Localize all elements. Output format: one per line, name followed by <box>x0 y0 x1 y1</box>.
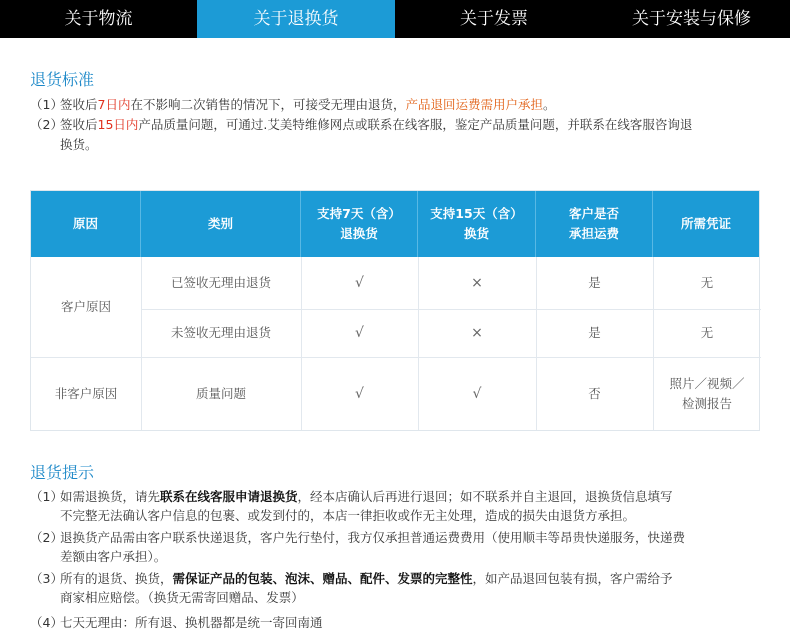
table-cell-category: 未签收无理由退货 <box>170 325 271 340</box>
header-reason <box>31 191 141 257</box>
item-text: 七天无理由：所有退、换机器都是统一寄回南通 <box>60 615 323 630</box>
table-header <box>31 191 759 257</box>
tip-item-1 <box>30 487 775 525</box>
return-tips-title: 退货提示 <box>30 463 95 482</box>
item-number: （4） <box>30 615 63 630</box>
item-text: ，经本店确认后再进行退回；如不联系并自主退回，退换货信息填写 <box>297 489 673 504</box>
tab-logistics[interactable]: 关于物流 <box>64 9 133 29</box>
table-cell-freight: 是 <box>588 325 601 340</box>
table-cell-freight: 否 <box>588 385 601 401</box>
table-cell-category: 已签收无理由退货 <box>170 275 271 290</box>
table-cell-proof <box>653 357 761 430</box>
return-standard-title: 退货标准 <box>30 70 95 89</box>
tip-item-2 <box>30 528 775 566</box>
header-label: 退换货 <box>340 226 378 241</box>
item-text: 。 <box>543 97 556 112</box>
proof-line: 照片／视频／ <box>669 375 745 391</box>
cross-mark: × <box>471 325 483 341</box>
item-text: 如需退换货，请先 <box>60 489 161 504</box>
header-label: 承担运费 <box>568 226 619 241</box>
table-cell-proof: 无 <box>700 325 714 340</box>
proof-line: 检测报告 <box>681 395 732 411</box>
check-mark: √ <box>355 275 364 291</box>
return-standard-item-2 <box>30 115 775 155</box>
check-mark: √ <box>472 385 482 402</box>
tab-invoice[interactable]: 关于发票 <box>460 9 528 29</box>
item-continuation: 换货。 <box>60 137 98 152</box>
item-text: 退换货产品需由客户联系快递退货，客户先行垫付，我方仅承担普通运费费用（使用顺丰等昂贵快递服务，快递费 <box>60 530 686 545</box>
item-text: 在不影响二次销售的情况下，可接受无理由退货， <box>130 97 406 112</box>
header-15day <box>418 191 536 257</box>
header-label: 类别 <box>207 216 233 231</box>
header-label: 所需凭证 <box>680 216 731 231</box>
bold-text: 联系在线客服申请退换货 <box>160 489 298 504</box>
return-tips-list <box>30 487 775 635</box>
tab-returns[interactable]: 关于退换货 <box>197 0 395 38</box>
highlight-period: 15日内 <box>97 117 139 132</box>
table-body <box>31 257 759 430</box>
header-label: 支持7天（含） <box>317 206 401 221</box>
check-mark: √ <box>355 325 364 341</box>
check-mark: √ <box>355 385 364 402</box>
item-text: ，如产品退回包装有损，客户需给予 <box>472 571 673 586</box>
header-label: 原因 <box>72 216 98 231</box>
highlight-period: 7日内 <box>97 97 131 112</box>
header-freight <box>536 191 653 257</box>
item-continuation: 商家相应赔偿。（换货无需寄回赠品、发票） <box>60 590 304 605</box>
item-number: （2） <box>30 530 63 545</box>
item-text: 产品质量问题，可通过.艾美特维修网点或联系在线客服，鉴定产品质量问题，并联系在线客服咨询退 <box>138 117 693 132</box>
return-policy-table <box>30 190 760 431</box>
table-cell-reason: 非客户原因 <box>54 385 118 401</box>
header-label: 客户是否 <box>568 206 619 221</box>
header-label: 换货 <box>463 226 489 241</box>
table-cell-freight: 是 <box>588 275 601 290</box>
item-text: 所有的退货、换货， <box>60 571 173 586</box>
top-tab-bar <box>0 0 790 38</box>
cross-mark: × <box>471 275 483 291</box>
tip-item-3 <box>30 569 775 607</box>
item-number: （3） <box>30 571 63 586</box>
item-text: 签收后 <box>60 97 98 112</box>
item-text: 签收后 <box>60 117 98 132</box>
header-proof <box>653 191 759 257</box>
item-continuation: 不完整无法确认客户信息的包裹、或发到付的，本店一律拒收或作无主处理，造成的损失由退货方承担。 <box>60 508 636 523</box>
table-cell-reason: 客户原因 <box>60 299 111 314</box>
item-number: （2） <box>30 117 63 132</box>
item-number: （1） <box>30 489 63 504</box>
tip-item-4 <box>30 613 775 632</box>
bold-text: 需保证产品的包装、泡沫、赠品、配件、发票的完整性 <box>172 571 473 586</box>
tab-installation-warranty[interactable]: 关于安装与保修 <box>632 9 751 29</box>
table-cell-proof: 无 <box>700 275 714 290</box>
item-number: （1） <box>30 97 63 112</box>
header-category <box>141 191 301 257</box>
freight-note: 产品退回运费需用户承担 <box>405 97 543 112</box>
header-7day <box>301 191 418 257</box>
header-label: 支持15天（含） <box>430 206 523 221</box>
item-continuation: 差额由客户承担）。 <box>60 549 167 564</box>
return-standard-item-1 <box>30 95 775 115</box>
table-cell-category: 质量问题 <box>195 385 246 401</box>
